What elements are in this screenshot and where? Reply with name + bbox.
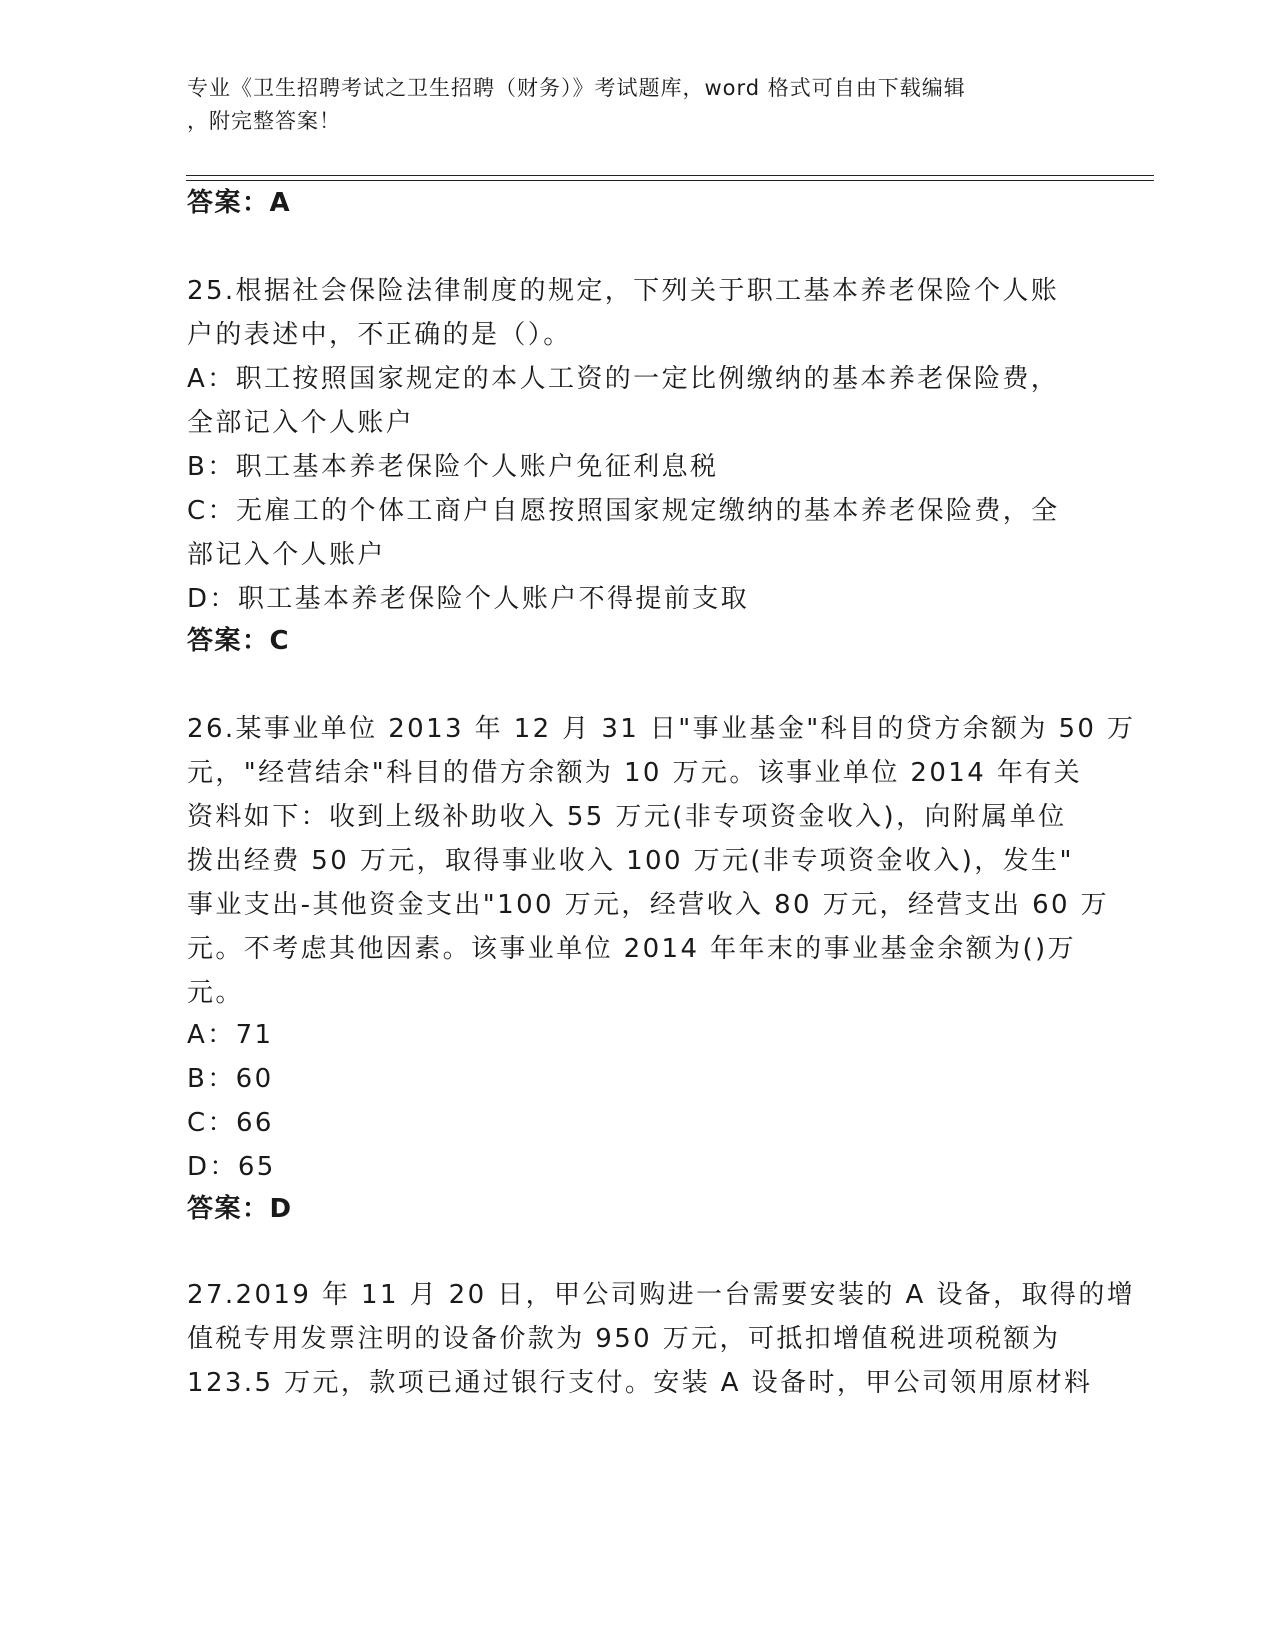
- header-rule-bottom: [186, 180, 1154, 181]
- header-line-2: ，附完整答案！: [187, 109, 341, 133]
- q26-stem-line-2: 元，"经营结余"科目的借方余额为 10 万元。该事业单位 2014 年有关: [187, 758, 1083, 788]
- q26-stem-line-3: 资料如下：收到上级补助收入 55 万元(非专项资金收入)，向附属单位: [187, 802, 1067, 832]
- q25-option-a-line-1: A：职工按照国家规定的本人工资的一定比例缴纳的基本养老保险费，: [187, 364, 1060, 394]
- q26-answer: 答案：D: [187, 1194, 293, 1224]
- q27-stem-line-2: 值税专用发票注明的设备价款为 950 万元，可抵扣增值税进项税额为: [187, 1324, 1061, 1354]
- q27-stem-line-1: 27.2019 年 11 月 20 日，甲公司购进一台需要安装的 A 设备，取得的增: [187, 1280, 1136, 1310]
- previous-answer: 答案：A: [187, 188, 292, 218]
- q25-option-a-line-2: 全部记入个人账户: [187, 408, 415, 438]
- q26-option-c: C：66: [187, 1108, 274, 1138]
- q25-option-d: D：职工基本养老保险个人账户不得提前支取: [187, 584, 750, 614]
- q26-option-d: D：65: [187, 1152, 276, 1182]
- q26-stem-line-6: 元。不考虑其他因素。该事业单位 2014 年年末的事业基金余额为()万: [187, 934, 1076, 964]
- q26-option-a: A：71: [187, 1020, 274, 1050]
- q26-option-b: B：60: [187, 1064, 274, 1094]
- q25-stem-line-1: 25.根据社会保险法律制度的规定，下列关于职工基本养老保险个人账: [187, 276, 1060, 306]
- q26-stem-line-5: 事业支出-其他资金支出"100 万元，经营收入 80 万元，经营支出 60 万: [187, 890, 1110, 920]
- header-rule-top: [186, 175, 1154, 176]
- header-line-1: 专业《卫生招聘考试之卫生招聘（财务）》考试题库，word 格式可自由下载编辑: [187, 76, 966, 100]
- q25-option-c-line-2: 部记入个人账户: [187, 540, 386, 570]
- q25-answer: 答案：C: [187, 626, 291, 656]
- q26-stem-line-4: 拨出经费 50 万元，取得事业收入 100 万元(非专项资金收入)，发生": [187, 846, 1074, 876]
- q25-option-c-line-1: C：无雇工的个体工商户自愿按照国家规定缴纳的基本养老保险费，全: [187, 496, 1060, 526]
- q26-stem-line-7: 元。: [187, 978, 244, 1008]
- q25-option-b: B：职工基本养老保险个人账户免征利息税: [187, 452, 719, 482]
- q25-stem-line-2: 户的表述中，不正确的是（）。: [187, 320, 572, 350]
- q27-stem-line-3: 123.5 万元，款项已通过银行支付。安装 A 设备时，甲公司领用原材料: [187, 1368, 1093, 1398]
- q26-stem-line-1: 26.某事业单位 2013 年 12 月 31 日"事业基金"科目的贷方余额为 50 万: [187, 714, 1136, 744]
- page-header: [187, 72, 1067, 138]
